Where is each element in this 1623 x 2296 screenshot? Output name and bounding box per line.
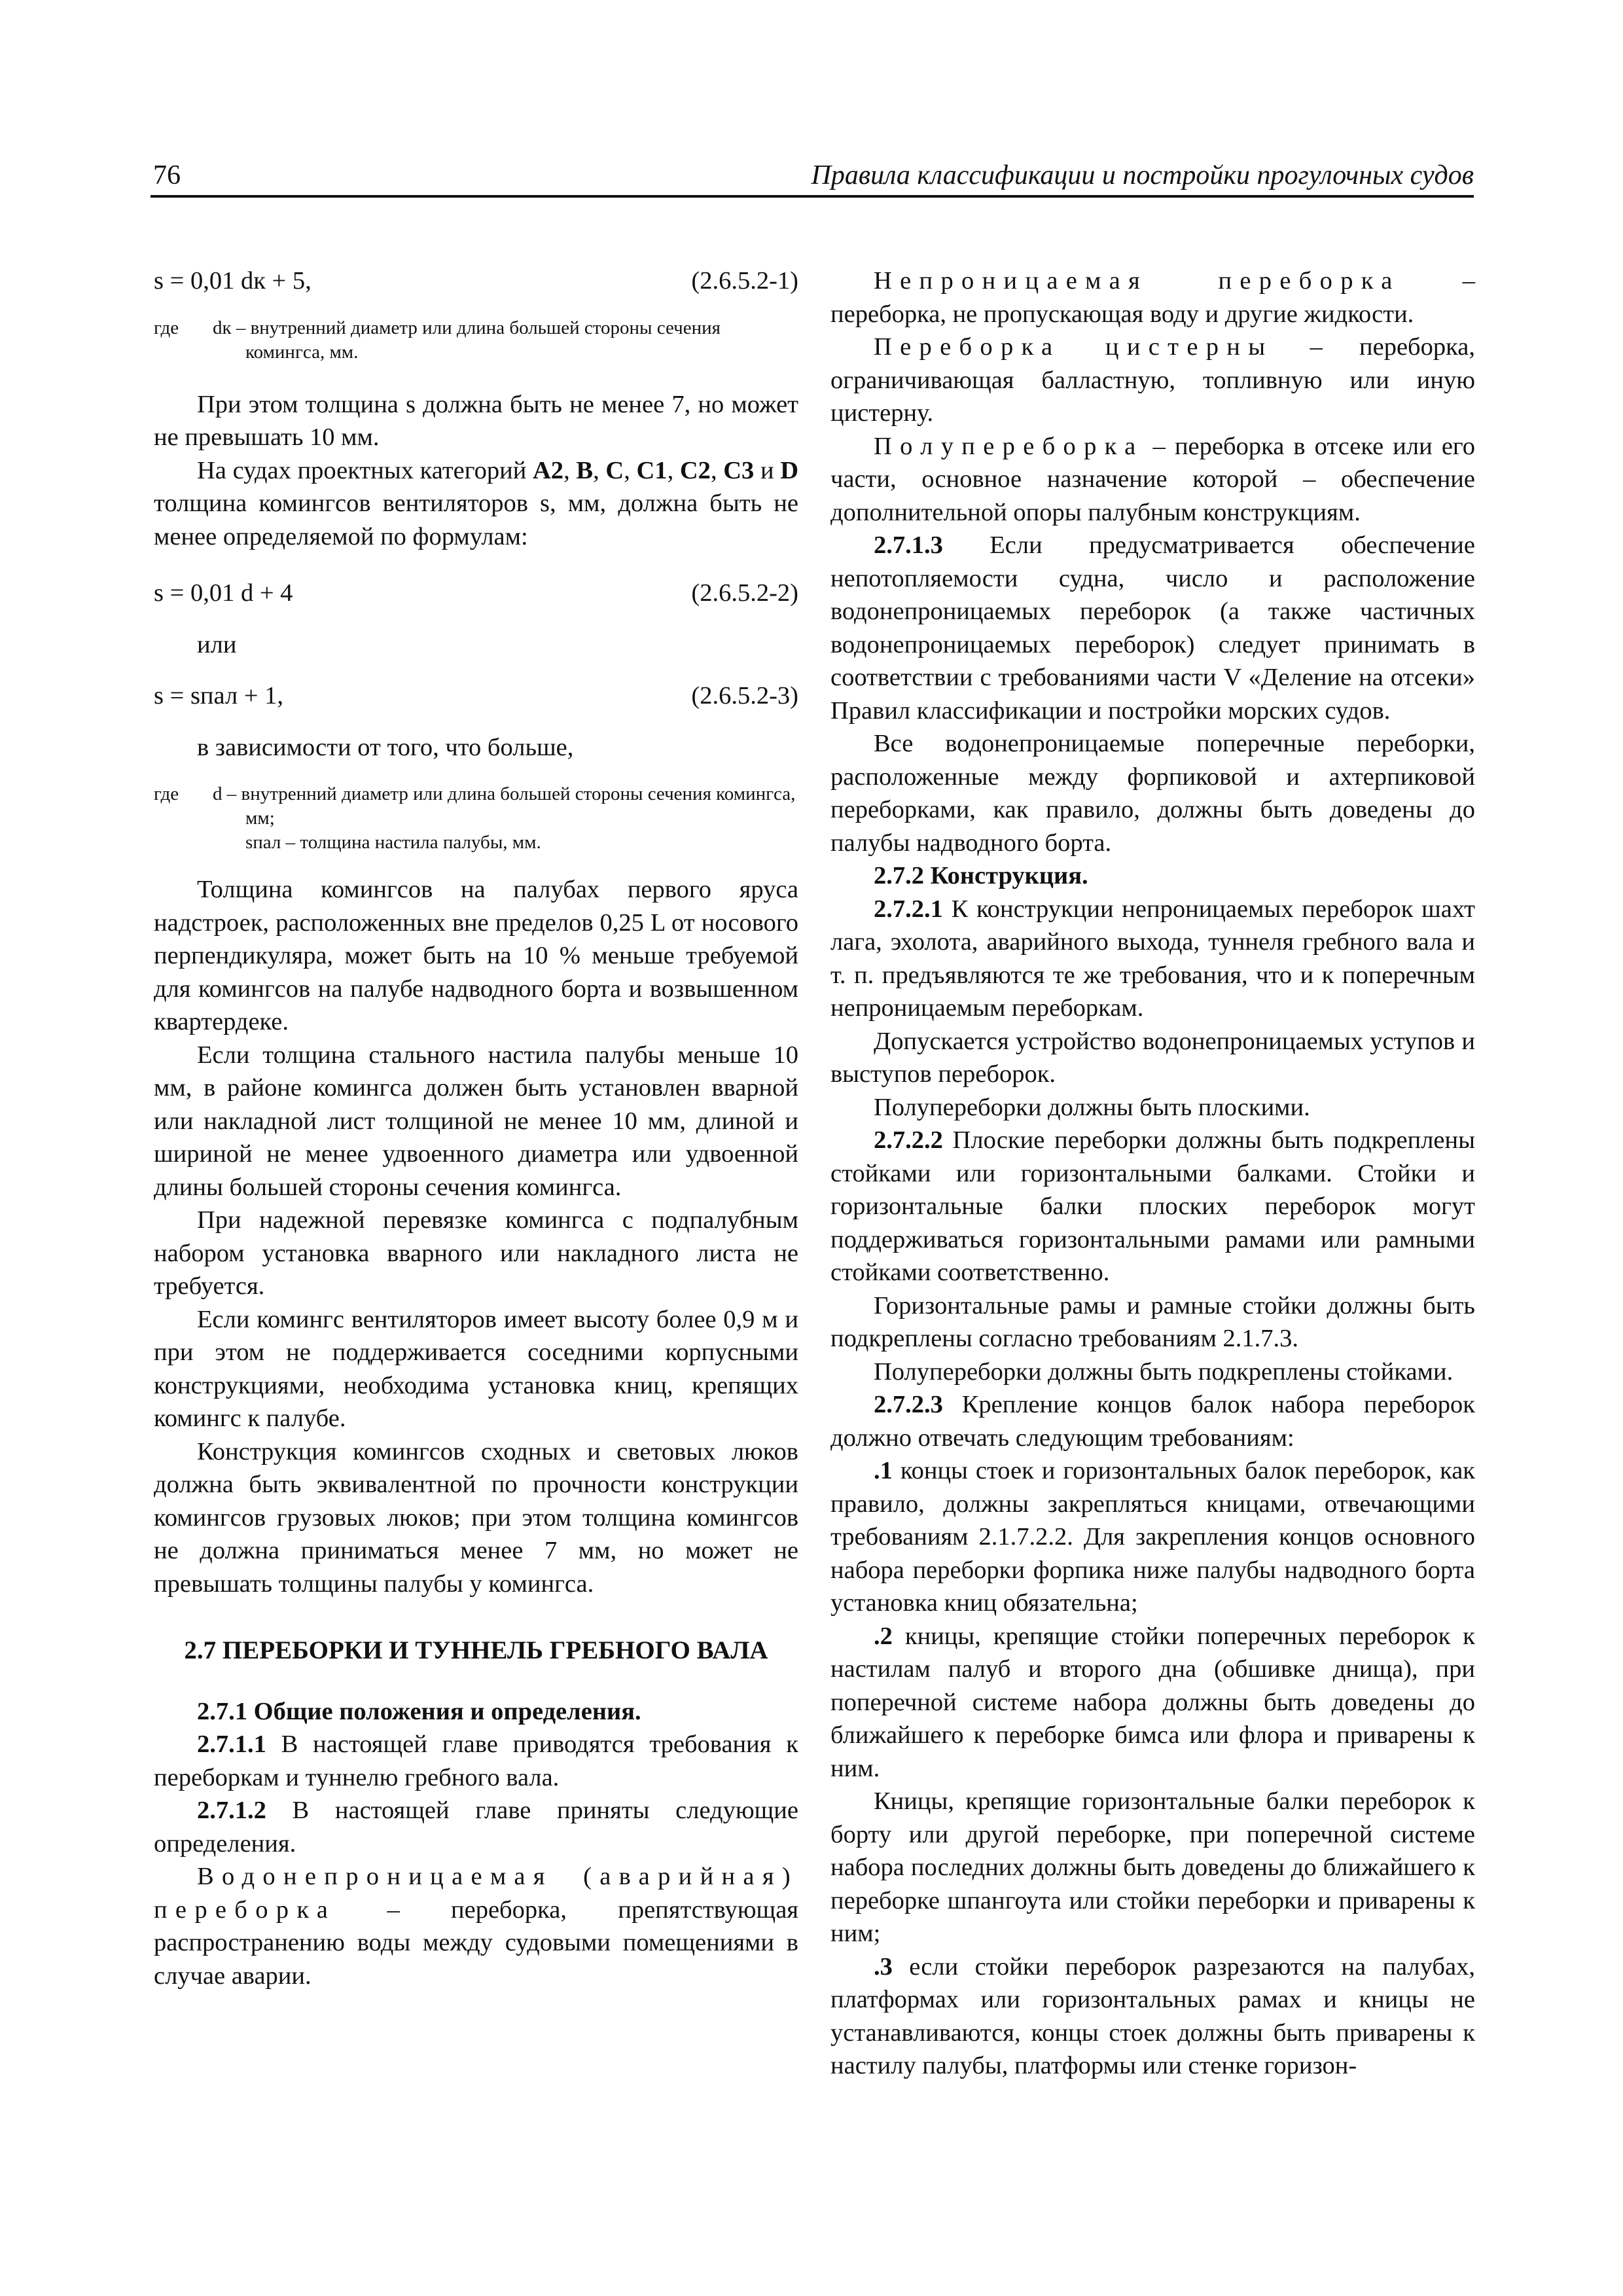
formula-text: s = sпал + 1, — [154, 682, 284, 709]
formula-2-6-5-2-3 — [154, 679, 798, 713]
running-title: Правила классификации и постройки прогулочных судов — [811, 160, 1474, 190]
where-lead: где — [154, 317, 179, 338]
where-text: d – внутренний диаметр или длина большей стороны сечения комингса, мм; — [213, 783, 796, 829]
formula-2-6-5-2-2 — [154, 577, 798, 610]
paragraph: При этом толщина s должна быть не менее 7, но может не превышать 10 мм. — [154, 390, 798, 451]
paragraph-2-7-1-1: 2.7.1.1 В настоящей главе приводятся требования к переборкам и туннелю гребного вала. — [154, 1731, 798, 1791]
where-lead: где — [154, 783, 179, 804]
paragraph: При надежной перевязке комингса с подпалубным набором установка вварного или накладного листа не требуется. — [154, 1206, 798, 1300]
or-text: или — [197, 630, 237, 658]
formula-2-6-5-2-1 — [154, 264, 798, 298]
paragraph: Горизонтальные рамы и рамные стойки должны быть подкреплены согласно требованиям 2.1.7.3. — [830, 1291, 1475, 1352]
paragraph: Кницы, крепящие горизонтальные балки переборок к борту или другой переборке, при поперечной системе набора последних должны быть доведены до ближайшего к переборке шпангоута или стойки переборки и приварены к ним; — [830, 1787, 1475, 1947]
list-item-2: .2 кницы, крепящие стойки поперечных переборок к настилам палуб и второго дна (обшивке днища), при поперечной системе набора должны быть доведены до ближайшего к переборке бимса или флора и приварены к ним. — [830, 1622, 1475, 1782]
list-item-1: .1 концы стоек и горизонтальных балок переборок, как правило, должны закрепляться кницами, отвечающими требованиям 2.1.7.2.2. Для закрепления концов основного набора переборки форпика ниже палубы надводного борта установка книц обязательна; — [830, 1457, 1475, 1617]
where-note-2 — [154, 782, 798, 831]
definition-tank-bulkhead: Переборка цистерны – переборка, ограничивающая балластную, топливную или иную цистерну. — [830, 333, 1475, 427]
where-note-3: sпал – толщина настила палубы, мм. — [245, 832, 541, 853]
where-text: dк – внутренний диаметр или длина большей стороны сечения комингса, мм. — [213, 317, 721, 363]
definition-tight-bulkhead: Непроницаемая переборка – переборка, не пропускающая воду и другие жидкости. — [830, 267, 1475, 328]
section-heading-2-7: 2.7 ПЕРЕБОРКИ И ТУННЕЛЬ ГРЕБНОГО ВАЛА — [184, 1636, 768, 1664]
paragraph: Полупереборки должны быть плоскими. — [874, 1093, 1310, 1121]
paragraph: Конструкция комингсов сходных и световых люков должна быть эквивалентной по прочности конструкции комингсов грузовых люков; при этом толщина комингсов не должна приниматься менее 7 мм, но может не превышать толщины палубы у комингса. — [154, 1437, 798, 1598]
formula-number: (2.6.5.2-3) — [691, 682, 798, 709]
where-note-1 — [154, 316, 798, 365]
depending-text: в зависимости от того, что больше, — [197, 733, 574, 761]
right-column — [830, 264, 1475, 2083]
formula-text: s = 0,01 d + 4 — [154, 579, 293, 607]
paragraph: Допускается устройство водонепроницаемых уступов и выступов переборок. — [830, 1027, 1475, 1088]
subsection-heading-2-7-2: 2.7.2 Конструкция. — [874, 862, 1088, 889]
page-header — [151, 154, 1474, 198]
paragraph: Если толщина стального настила палубы меньше 10 мм, в районе комингса должен быть установлен вварной или накладной лист толщиной не менее 10 мм, длиной и шириной не менее удвоенного диаметра или удвоенной длины большей стороны сечения комингса. — [154, 1041, 798, 1201]
paragraph-2-7-1-3: 2.7.1.3 Если предусматривается обеспечение непотопляемости судна, число и расположение водонепроницаемых переборок (а также частичных водонепроницаемых переборок) следует принимать в соответствии с требованиями части V «Деление на отсеки» Правил классификации и постройки морских судов. — [830, 531, 1475, 725]
paragraph-2-7-2-2: 2.7.2.2 Плоские переборки должны быть подкреплены стойками или горизонтальными балками. Стойки и горизонтальные балки плоских переборок могут поддерживаться горизонтальными рамами или рамными стойками соответственно. — [830, 1126, 1475, 1286]
definition-semi-bulkhead: Полупереборка – переборка в отсеке или его части, основное назначение которой – обеспечение дополнительной опоры палубным конструкциям. — [830, 432, 1475, 526]
subsection-heading-2-7-1: 2.7.1 Общие положения и определения. — [197, 1697, 641, 1725]
paragraph-2-7-1-2: 2.7.1.2 В настоящей главе приняты следующие определения. — [154, 1797, 798, 1857]
formula-number: (2.6.5.2-1) — [691, 267, 798, 295]
paragraph: Толщина комингсов на палубах первого яруса надстроек, расположенных вне пределов 0,25 L от носового перпендикуляра, может быть на 10 % меньше требуемой для комингсов на палубе надводного борта и возвышенном квартердеке. — [154, 876, 798, 1035]
paragraph: Все водонепроницаемые поперечные переборки, расположенные между форпиковой и ахтерпиковой переборками, как правило, должны быть доведены до палубы надводного борта. — [830, 730, 1475, 857]
formula-number: (2.6.5.2-2) — [691, 579, 798, 607]
page-number: 76 — [153, 160, 181, 190]
list-item-3: .3 если стойки переборок разрезаются на палубах, платформах или горизонтальных рамах и кницы не устанавливаются, концы стоек должны быть приварены к настилу палубы, платформы или стенке горизон- — [830, 1952, 1475, 2079]
paragraph-categories: На судах проектных категорий A2, B, C, C1, C2, C3 и D толщина комингсов вентиляторов s, мм, должна быть не менее определяемой по формулам: — [154, 456, 799, 550]
left-column — [154, 264, 798, 1992]
paragraph-2-7-2-3: 2.7.2.3 Крепление концов балок набора переборок должно отвечать следующим требованиям: — [830, 1391, 1475, 1452]
definition-watertight-bulkhead: Водонепроницаемая (аварийная) переборка – переборка, препятствующая распространению воды между судовыми помещениями в случае аварии. — [154, 1863, 798, 1990]
paragraph: Если комингс вентиляторов имеет высоту более 0,9 м и при этом не поддерживается соседними корпусными конструкциями, необходима установка книц, крепящих комингс к палубе. — [154, 1305, 798, 1432]
paragraph: Полупереборки должны быть подкреплены стойками. — [874, 1357, 1454, 1386]
paragraph-2-7-2-1: 2.7.2.1 К конструкции непроницаемых переборок шахт лага, эхолота, аварийного выхода, туннеля гребного вала и т. п. предъявляются те же требования, что и к поперечным непроницаемым переборкам. — [830, 895, 1475, 1022]
formula-text: s = 0,01 dк + 5, — [154, 267, 312, 295]
